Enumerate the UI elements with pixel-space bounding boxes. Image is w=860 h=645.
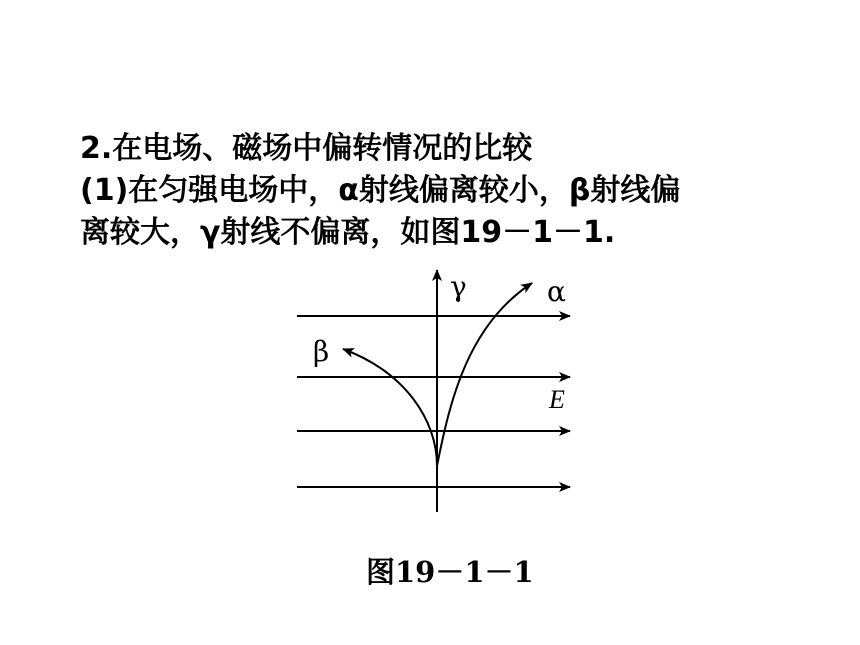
heading: 2.在电场、磁场中偏转情况的比较: [80, 131, 533, 166]
paragraph-line-2: 离较大，γ射线不偏离，如图19－1－1.: [80, 215, 616, 250]
alpha-ray-path: [437, 283, 532, 466]
beta-label: β: [313, 335, 330, 368]
figure-caption: 图19－1－1: [366, 555, 534, 589]
paragraph-line-1: (1)在匀强电场中，α射线偏离较小，β射线偏: [80, 173, 681, 208]
gamma-label: γ: [450, 270, 467, 303]
alpha-label: α: [547, 275, 566, 308]
beta-ray-path: [343, 349, 437, 466]
field-label: E: [549, 385, 565, 414]
